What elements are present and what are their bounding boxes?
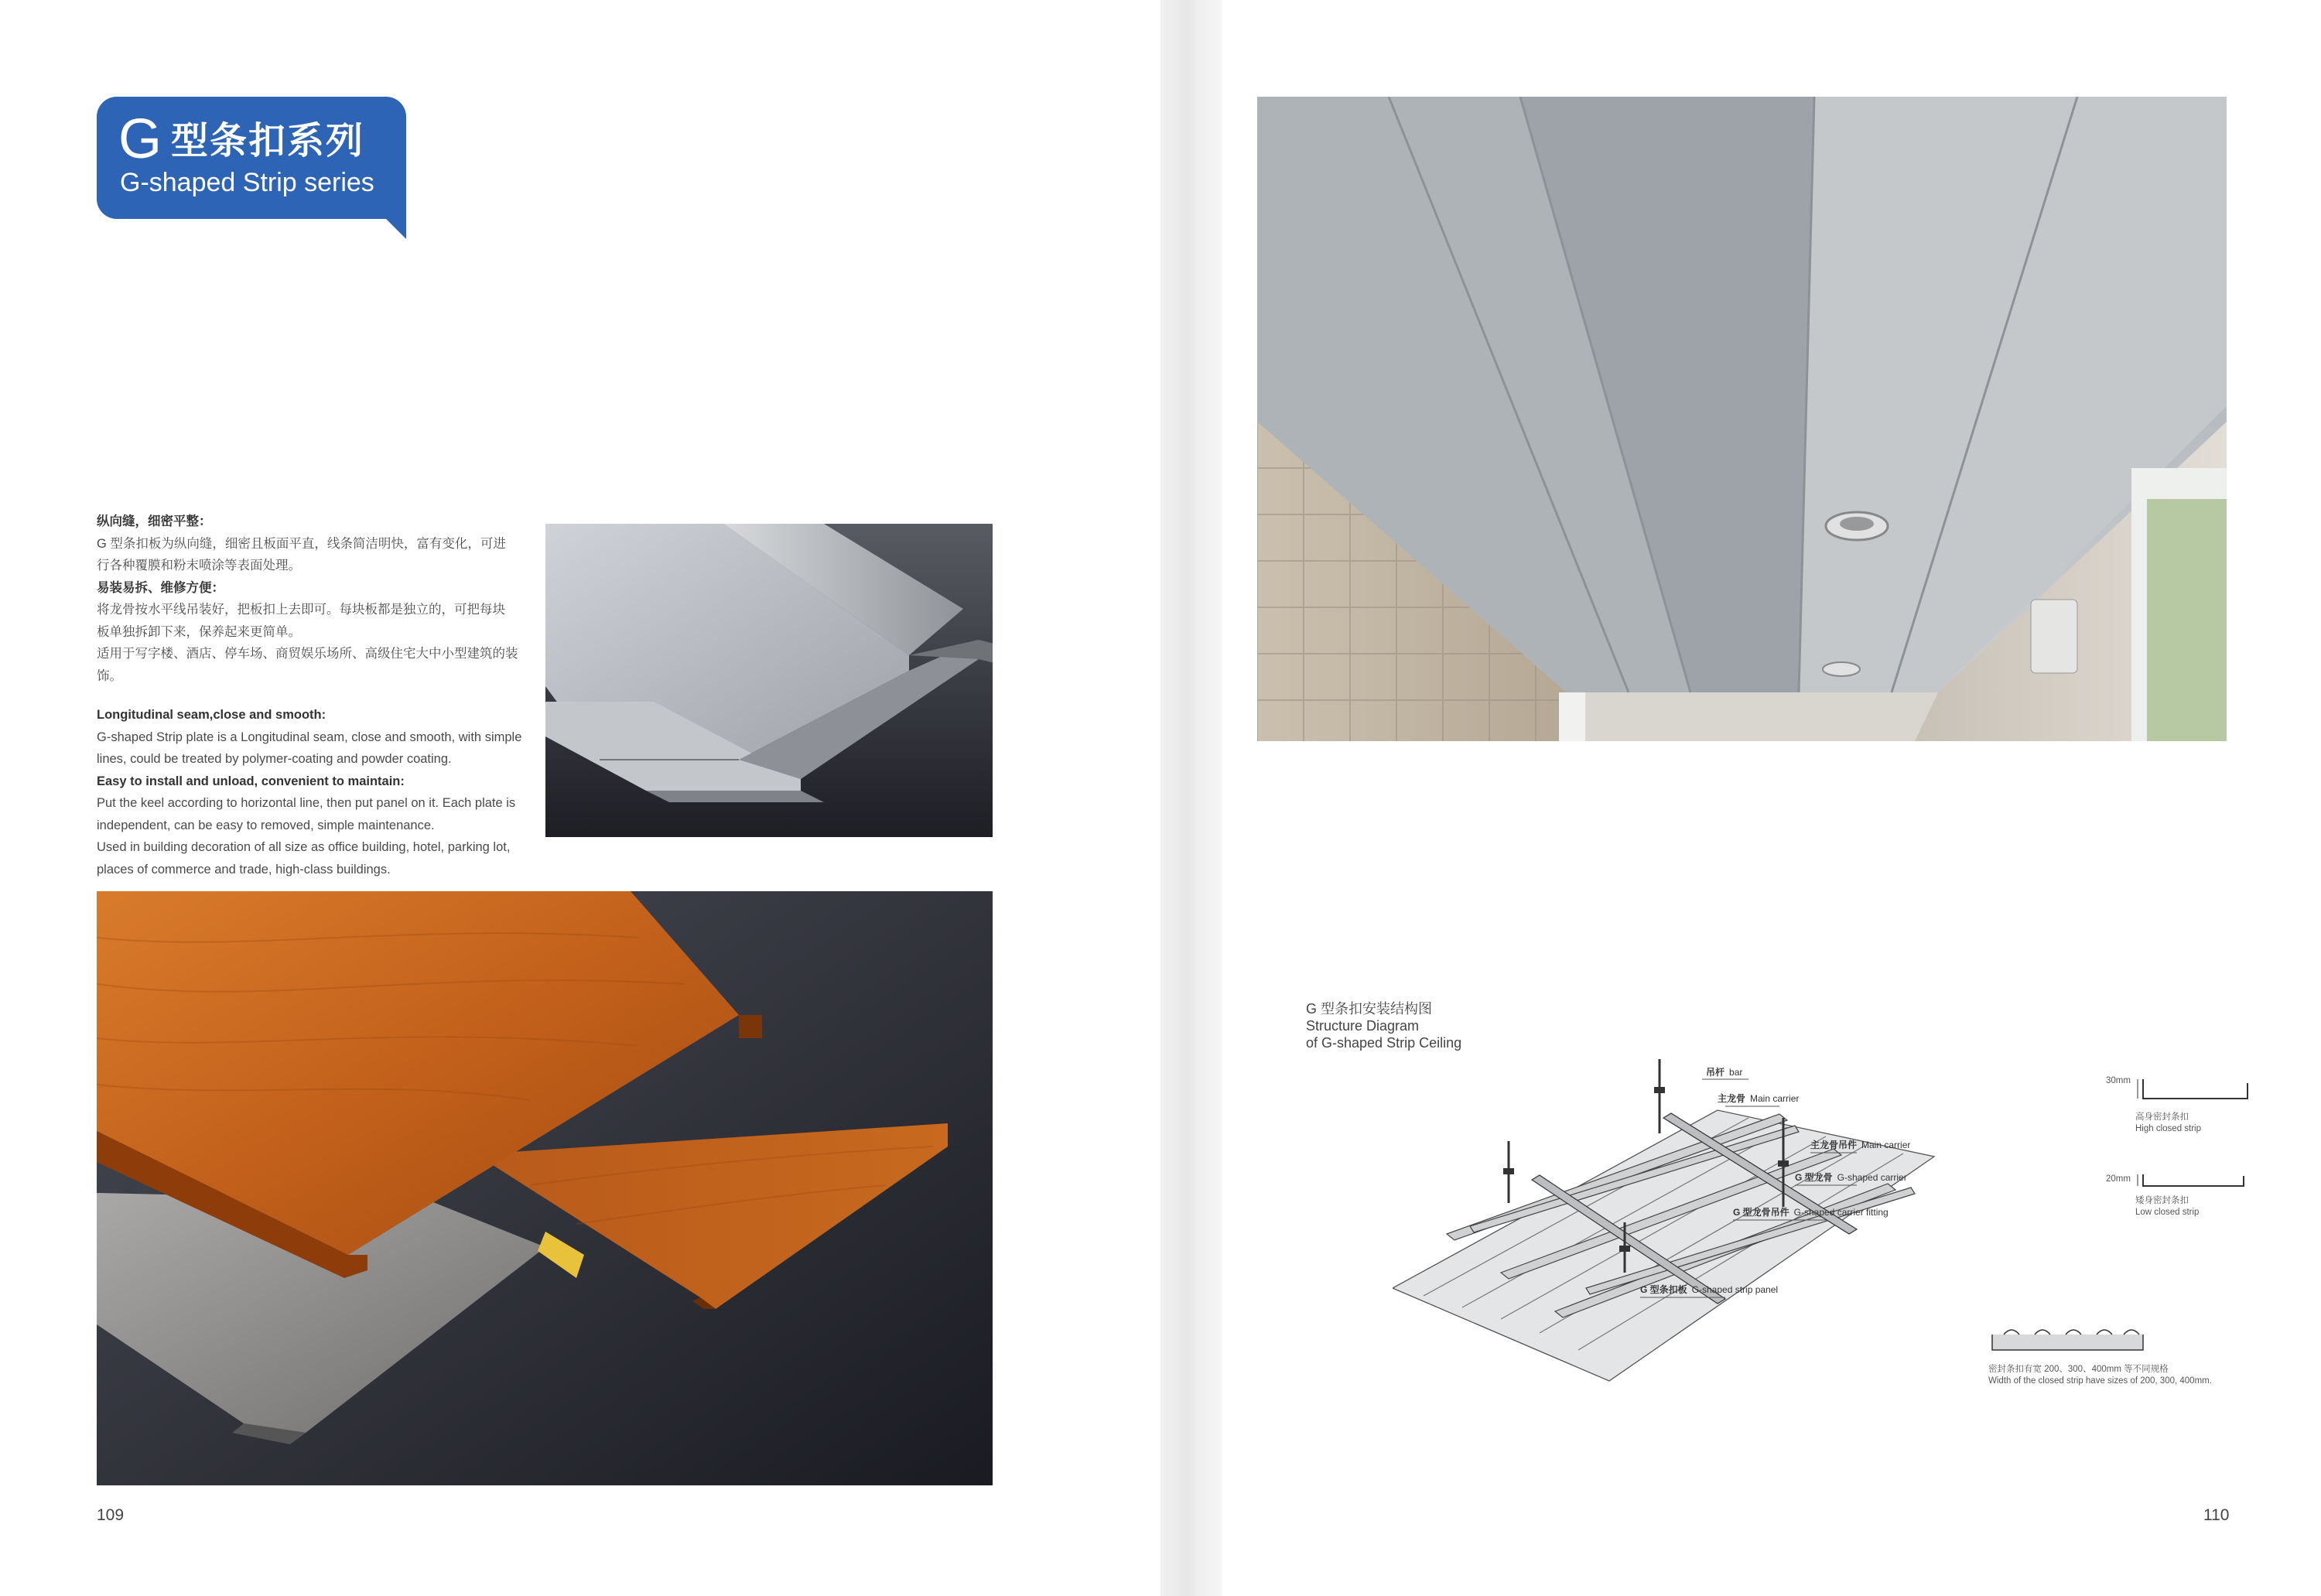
description-line: independent, can be easy to removed, simple maintenance. <box>97 818 435 832</box>
description-line: 板单独拆卸下来，保养起来更简单。 <box>97 624 301 639</box>
description-line: 将龙骨按水平线吊装好，把板扣上去即可。每块板都是独立的，可把每块 <box>97 603 505 617</box>
description-heading: Easy to install and unload, convenient to maintain: <box>97 774 405 788</box>
diagram-title-en-2: of G-shaped Strip Ceiling <box>1306 1035 1462 1051</box>
installed-ceiling-photo <box>1257 97 2227 741</box>
left-page <box>0 0 1160 1596</box>
label-main-carrier: 主龙骨 Main carrier <box>1718 1093 1800 1104</box>
label-bar: 吊杆 bar <box>1706 1067 1743 1078</box>
label-main-carrier-fitting: 主龙骨吊件 Main carrier <box>1810 1140 1911 1150</box>
series-title-cn-text: 型条扣系列 <box>171 121 365 162</box>
series-title-letter: G <box>118 108 164 170</box>
description-line: places of commerce and trade, high-class buildings. <box>97 862 391 877</box>
strip-width-note-cn: 密封条扣有宽 200、300、400mm 等不同规格 <box>1988 1365 2169 1374</box>
description-line: Used in building decoration of all size as office building, hotel, parking lot, <box>97 840 511 854</box>
description-cn <box>97 511 530 687</box>
low-strip-size: 20mm <box>2106 1174 2131 1184</box>
page-number-left: 109 <box>97 1506 125 1524</box>
series-title-en: G-shaped Strip series <box>120 168 374 197</box>
page-number-right: 110 <box>2203 1506 2230 1524</box>
high-strip-size: 30mm <box>2106 1076 2131 1085</box>
diagram-title-cn: G 型条扣安装结构图 <box>1306 1001 1433 1017</box>
description-en <box>97 704 530 880</box>
structure-diagram <box>1393 1041 2251 1412</box>
low-strip-cn: 矮身密封条扣 <box>2135 1196 2189 1205</box>
series-title-badge <box>97 97 406 219</box>
description-heading: 易装易拆、维修方便： <box>97 580 224 595</box>
wood-grain-strip-photo <box>97 891 993 1485</box>
description-line: G-shaped Strip plate is a Longitudinal seam, close and smooth, with simple <box>97 730 522 744</box>
silver-strip-photo <box>545 524 993 837</box>
high-strip-cn: 高身密封条扣 <box>2135 1112 2189 1122</box>
series-title-cn <box>118 108 364 171</box>
label-g-carrier-fitting: G 型龙骨吊件 G-shaped carrier fitting <box>1733 1207 1889 1218</box>
label-g-strip-panel: G 型条扣板 G-shaped strip panel <box>1640 1284 1779 1295</box>
description-line: 行各种覆膜和粉末喷涂等表面处理。 <box>97 559 301 572</box>
book-gutter <box>1160 0 1222 1596</box>
diagram-title-en-1: Structure Diagram <box>1306 1018 1420 1034</box>
description-line: G 型条扣板为纵向缝，细密且板面平直，线条简洁明快，富有变化，可进 <box>97 536 506 551</box>
description-heading: Longitudinal seam,close and smooth: <box>97 708 326 722</box>
label-g-carrier: G 型龙骨 G-shaped carrier <box>1795 1172 1907 1183</box>
description-line: Put the keel according to horizontal line, then put panel on it. Each plate is <box>97 796 516 810</box>
description-line: lines, could be treated by polymer-coating and powder coating. <box>97 752 452 766</box>
low-strip-en: Low closed strip <box>2135 1208 2200 1217</box>
product-description <box>97 511 530 880</box>
high-strip-en: High closed strip <box>2135 1124 2202 1133</box>
description-heading: 纵向缝，细密平整： <box>97 514 212 528</box>
strip-width-note-en: Width of the closed strip have sizes of 200, 300, 400mm. <box>1988 1376 2212 1386</box>
description-line: 适用于写字楼、酒店、停车场、商贸娱乐场所、高级住宅大中小型建筑的装饰。 <box>97 647 518 683</box>
